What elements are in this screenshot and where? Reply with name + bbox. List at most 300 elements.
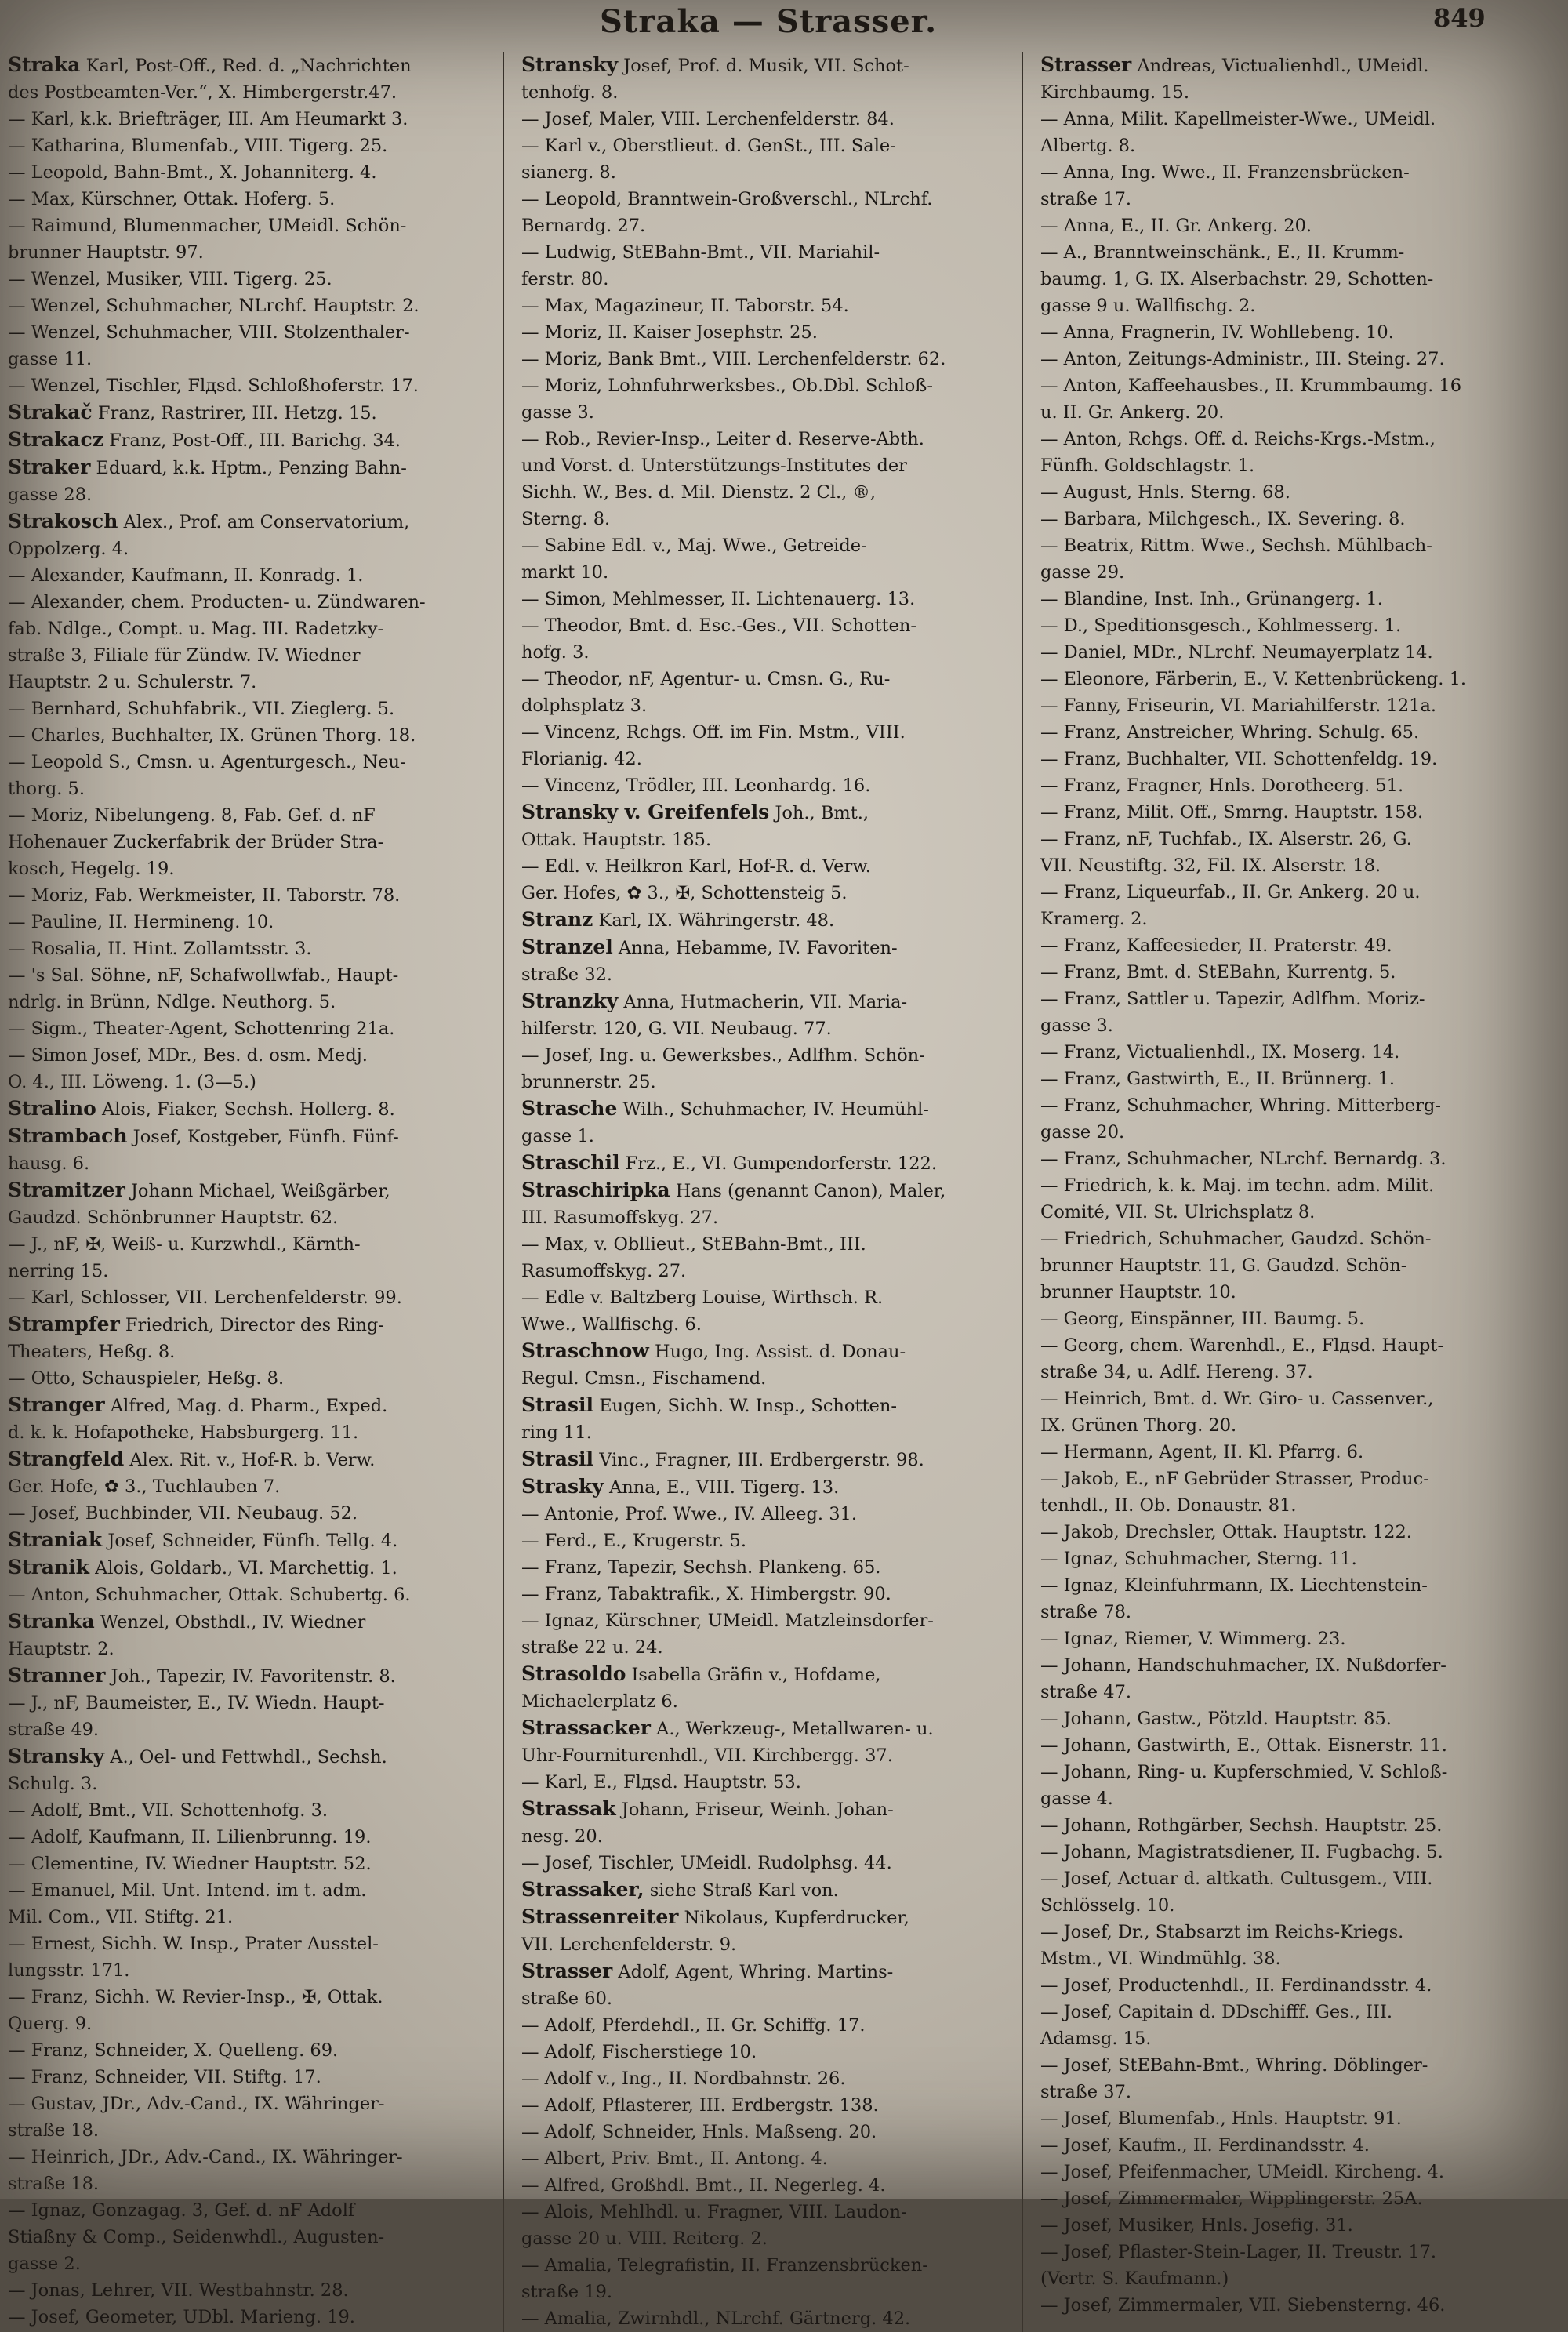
entry-text: Stiaßny & Comp., Seidenwhdl., Augusten- <box>8 2227 385 2247</box>
entry-text: — Katharina, Blumenfab., VIII. Tigerg. 25. <box>8 136 388 156</box>
entry-text: — Raimund, Blumenmacher, UMeidl. Schön- <box>8 216 407 236</box>
entry-text: — Anna, Ing. Wwe., II. Franzensbrücken- <box>1040 162 1410 183</box>
directory-entry-line <box>8 212 498 239</box>
surname-heading: Strasche <box>521 1097 618 1120</box>
directory-entry-line <box>521 1823 1017 1850</box>
entry-text: — Friedrich, Schuhmacher, Gaudzd. Schön- <box>1040 1229 1432 1249</box>
directory-entry-line <box>8 1984 498 2011</box>
directory-entry-line <box>8 1662 498 1690</box>
directory-entry-line <box>8 1931 498 1957</box>
directory-entry-line <box>1040 106 1545 133</box>
directory-entry-line <box>1040 1146 1545 1172</box>
surname-heading: Strakač <box>8 401 93 423</box>
directory-entry-line <box>521 1850 1017 1876</box>
entry-text: des Postbeamten-Ver.“, X. Himbergerstr.47. <box>8 82 397 103</box>
directory-entry-line <box>521 2252 1017 2279</box>
directory-entry-line <box>8 2224 498 2250</box>
entry-text: — Amalia, Zwirnhdl., NLrchf. Gärtnerg. 42. <box>521 2308 911 2329</box>
entry-text: — Josef, Capitain d. DDschifff. Ges., III. <box>1040 2002 1392 2022</box>
directory-entry-line <box>8 1582 498 1608</box>
surname-heading: Stransky <box>521 53 619 76</box>
directory-entry-line <box>521 186 1017 212</box>
entry-text: — Ludwig, StEBahn-Bmt., VII. Mariahil- <box>521 242 880 263</box>
directory-entry-line <box>8 1690 498 1716</box>
directory-entry-line <box>8 1231 498 1258</box>
entry-text: Florianig. 42. <box>521 749 642 769</box>
directory-entry-line <box>8 2064 498 2090</box>
entry-text: — Josef, Pfeifenmacher, UMeidl. Kircheng. 4. <box>1040 2162 1445 2182</box>
entry-text: Joh., Bmt., <box>769 803 869 823</box>
directory-entry-line <box>1040 186 1545 212</box>
directory-entry-line <box>521 2172 1017 2199</box>
entry-text: sianerg. 8. <box>521 162 616 183</box>
directory-entry-line <box>521 1876 1017 1904</box>
directory-entry-line <box>8 1258 498 1284</box>
directory-entry-line <box>521 532 1017 559</box>
directory-entry-line <box>521 1473 1017 1501</box>
entry-text: — Franz, Schuhmacher, NLrchf. Bernardg. 3. <box>1040 1149 1446 1169</box>
entry-text: — Franz, Schneider, VII. Stiftg. 17. <box>8 2067 321 2087</box>
directory-entry-line <box>1040 1705 1545 1732</box>
entry-text: Anna, Hebamme, IV. Favoriten- <box>612 938 898 958</box>
directory-entry-line <box>1040 2105 1545 2132</box>
entry-text: — Adolf, Pflasterer, III. Erdbergstr. 138. <box>521 2095 879 2116</box>
surname-heading: Stranzel <box>521 935 613 958</box>
entry-text: — Ignaz, Kürschner, UMeidl. Matzleinsdorfer- <box>521 1611 934 1631</box>
entry-text: — Johann, Ring- u. Kupferschmied, V. Schloß- <box>1040 1762 1448 1782</box>
surname-heading: Strasoldo <box>521 1662 626 1685</box>
page-title: Straka — Strasser. <box>599 3 937 40</box>
surname-heading: Strakosch <box>8 510 118 532</box>
entry-text: — Anna, E., II. Gr. Ankerg. 20. <box>1040 216 1312 236</box>
directory-entry-line <box>521 1607 1017 1634</box>
entry-text: hofg. 3. <box>521 642 590 663</box>
directory-entry-line <box>521 346 1017 372</box>
directory-entry-line <box>1040 586 1545 612</box>
entry-text: — Josef, Tischler, UMeidl. Rudolphsg. 44. <box>521 1853 892 1873</box>
surname-heading: Stransky v. Greifenfels <box>521 801 770 823</box>
entry-text: — Johann, Handschuhmacher, IX. Nußdorfer- <box>1040 1655 1446 1676</box>
surname-heading: Straschnow <box>521 1339 649 1362</box>
entry-text: — Josef, Ing. u. Gewerksbes., Adlfhm. Schön- <box>521 1045 925 1066</box>
directory-entry-line <box>521 1554 1017 1581</box>
entry-text: gasse 1. <box>521 1126 594 1146</box>
entry-text: Eduard, k.k. Hptm., Penzing Bahn- <box>90 458 407 478</box>
entry-text: Hauptstr. 2. <box>8 1639 114 1659</box>
entry-text: Karl, Post-Off., Red. d. „Nachrichten <box>80 56 412 76</box>
directory-entry-line <box>521 1204 1017 1231</box>
directory-entry-line <box>521 1311 1017 1338</box>
directory-entry-line <box>521 826 1017 853</box>
directory-entry-line <box>8 1743 498 1771</box>
entry-text: — Heinrich, Bmt. d. Wr. Giro- u. Cassenver., <box>1040 1389 1434 1409</box>
entry-text: — Josef, Kaufm., II. Ferdinandsstr. 4. <box>1040 2135 1370 2156</box>
entry-text: — Franz, Schuhmacher, Whring. Mitterberg- <box>1040 1095 1441 1116</box>
directory-entry-line <box>521 1501 1017 1527</box>
directory-entry-line <box>1040 1039 1545 1066</box>
entry-text: — Josef, StEBahn-Bmt., Whring. Döblinger- <box>1040 2055 1428 2076</box>
entry-text: Michaelerplatz 6. <box>521 1691 678 1712</box>
entry-text: Sichh. W., Bes. d. Mil. Dienstz. 2 Cl., ®, <box>521 482 877 503</box>
directory-entry-line <box>1040 1332 1545 1359</box>
directory-entry-line <box>521 2145 1017 2172</box>
entry-text: — Josef, Geometer, UDbl. Marieng. 19. <box>8 2307 355 2327</box>
entry-text: — Franz, Sattler u. Tapezir, Adlfhm. Moriz- <box>1040 989 1425 1009</box>
entry-text: — Franz, Sichh. W. Revier-Insp., ✠, Ottak. <box>8 1987 383 2007</box>
entry-text: Uhr-Fourniturenhdl., VII. Kirchbergg. 37. <box>521 1745 893 1766</box>
entry-text: Gaudzd. Schönbrunner Hauptstr. 62. <box>8 1208 339 1228</box>
entry-text: — Josef, Buchbinder, VII. Neubaug. 52. <box>8 1503 358 1524</box>
entry-text: — Johann, Gastw., Pötzld. Hauptstr. 85. <box>1040 1709 1392 1729</box>
entry-text: — Jakob, E., nF Gebrüder Strasser, Produc- <box>1040 1469 1429 1489</box>
directory-entry-line <box>8 2117 498 2144</box>
entry-text: III. Rasumoffskyg. 27. <box>521 1208 719 1228</box>
entry-text: Josef, Schneider, Fünfh. Tellg. 4. <box>102 1531 398 1551</box>
entry-text: Rasumoffskyg. 27. <box>521 1261 687 1281</box>
directory-entry-line <box>521 1742 1017 1769</box>
entry-text: Albertg. 8. <box>1040 136 1136 156</box>
directory-entry-line <box>1040 52 1545 79</box>
directory-entry-line <box>1040 1599 1545 1625</box>
directory-entry-line <box>1040 2079 1545 2105</box>
entry-text: straße 32. <box>521 964 613 985</box>
directory-entry-line <box>8 882 498 909</box>
directory-entry-line <box>521 692 1017 719</box>
entry-text: — Blandine, Inst. Inh., Grünangerg. 1. <box>1040 589 1383 609</box>
entry-text: Schulg. 3. <box>8 1774 98 1794</box>
entry-text: — Friedrich, k. k. Maj. im techn. adm. Milit. <box>1040 1175 1435 1196</box>
directory-entry-line <box>521 1958 1017 1985</box>
entry-text: gasse 20 u. VIII. Reiterg. 2. <box>521 2228 768 2249</box>
surname-heading: Strasser <box>521 1960 613 1982</box>
directory-entry-line <box>521 666 1017 692</box>
directory-entry-line <box>1040 1172 1545 1199</box>
directory-entry-line <box>8 1392 498 1419</box>
entry-text: brunner Hauptstr. 11, G. Gaudzd. Schön- <box>1040 1255 1407 1276</box>
surname-heading: Stranik <box>8 1556 89 1578</box>
entry-text: — Franz, Buchhalter, VII. Schottenfeldg. 19. <box>1040 749 1438 769</box>
directory-entry-line <box>1040 79 1545 106</box>
directory-entry-line <box>1040 879 1545 906</box>
directory-entry-line <box>1040 612 1545 639</box>
directory-entry-line <box>1040 1092 1545 1119</box>
directory-entry-line <box>521 372 1017 399</box>
surname-heading: Strasil <box>521 1393 594 1416</box>
directory-entry-line <box>1040 1386 1545 1412</box>
entry-text: — Jakob, Drechsler, Ottak. Hauptstr. 122. <box>1040 1522 1412 1542</box>
directory-entry-line <box>1040 2132 1545 2159</box>
surname-heading: Strassenreiter <box>521 1905 679 1928</box>
entry-text: — Josef, Zimmermaler, Wipplingerstr. 25A. <box>1040 2189 1423 2209</box>
directory-entry-line <box>1040 1785 1545 1812</box>
directory-entry-line <box>8 481 498 508</box>
directory-entry-line <box>521 1365 1017 1392</box>
surname-heading: Strangfeld <box>8 1448 125 1470</box>
entry-text: Kramerg. 2. <box>1040 909 1148 929</box>
directory-entry-line <box>8 1042 498 1069</box>
entry-text: — Ignaz, Riemer, V. Wimmerg. 23. <box>1040 1629 1346 1649</box>
entry-text: — Gustav, JDr., Adv.-Cand., IX. Währinger- <box>8 2094 385 2114</box>
directory-entry-line <box>8 508 498 536</box>
directory-entry-line <box>1040 1652 1545 1679</box>
directory-entry-line <box>8 776 498 802</box>
entry-text: gasse 4. <box>1040 1789 1113 1809</box>
directory-entry-line <box>521 2065 1017 2092</box>
directory-entry-line <box>521 1634 1017 1661</box>
entry-text: hausg. 6. <box>8 1153 90 1174</box>
entry-text: — 's Sal. Söhne, nF, Schafwollwfab., Haupt- <box>8 965 399 986</box>
directory-entry-line <box>8 989 498 1015</box>
entry-text: O. 4., III. Löweng. 1. (3—5.) <box>8 1072 256 1092</box>
directory-entry-line <box>8 346 498 372</box>
entry-text: Hohenauer Zuckerfabrik der Brüder Stra- <box>8 832 384 852</box>
directory-entry-line <box>1040 452 1545 479</box>
directory-entry-line <box>1040 506 1545 532</box>
directory-entry-line <box>521 239 1017 266</box>
directory-entry-line <box>1040 1572 1545 1599</box>
entry-text: Kirchbaumg. 15. <box>1040 82 1189 103</box>
directory-entry-line <box>521 746 1017 772</box>
surname-heading: Stranzky <box>521 990 619 1012</box>
entry-text: — Bernhard, Schuhfabrik., VII. Zieglerg. 5. <box>8 699 395 719</box>
directory-entry-line <box>1040 2025 1545 2052</box>
directory-entry-line <box>521 2199 1017 2225</box>
directory-entry-line <box>521 1931 1017 1958</box>
directory-entry-line <box>8 2197 498 2224</box>
directory-entry-line <box>1040 1306 1545 1332</box>
directory-entry-line <box>8 1446 498 1473</box>
surname-heading: Strasky <box>521 1475 604 1498</box>
directory-entry-line <box>8 427 498 454</box>
entry-text: Johann, Friseur, Weinh. Johan- <box>615 1800 894 1820</box>
entry-text: — Franz, Liqueurfab., II. Gr. Ankerg. 20 u. <box>1040 882 1421 903</box>
directory-entry-line <box>1040 746 1545 772</box>
directory-entry-line <box>1040 133 1545 159</box>
entry-text: — Eleonore, Färberin, E., V. Kettenbrückeng. 1. <box>1040 669 1467 689</box>
directory-entry-line <box>521 1446 1017 1473</box>
directory-entry-line <box>521 399 1017 426</box>
entry-text: — Vincenz, Trödler, III. Leonhardg. 16. <box>521 776 871 796</box>
entry-text: — Josef, Productenhdl., II. Ferdinandsstr. 4. <box>1040 1975 1432 1996</box>
directory-entry-line <box>8 829 498 855</box>
surname-heading: Strambach <box>8 1124 128 1147</box>
directory-entry-line <box>8 79 498 106</box>
directory-entry-line <box>8 52 498 79</box>
entry-text: Hugo, Ing. Assist. d. Donau- <box>648 1342 906 1362</box>
directory-entry-line <box>8 1500 498 1527</box>
entry-text: Fünfh. Goldschlagstr. 1. <box>1040 456 1255 476</box>
directory-entry-line <box>8 239 498 266</box>
entry-text: dolphsplatz 3. <box>521 696 648 716</box>
directory-entry-line <box>1040 559 1545 586</box>
surname-heading: Straschiripka <box>521 1179 670 1201</box>
directory-entry-line <box>521 1069 1017 1095</box>
directory-entry-line <box>1040 719 1545 746</box>
directory-entry-line <box>8 106 498 133</box>
directory-entry-line <box>8 2011 498 2037</box>
directory-entry-line <box>8 133 498 159</box>
entry-text: — Moriz, II. Kaiser Josephstr. 25. <box>521 322 818 343</box>
surname-heading: Straka <box>8 53 81 76</box>
entry-text: Anna, E., VIII. Tigerg. 13. <box>603 1477 840 1498</box>
directory-entry-line <box>8 1473 498 1500</box>
entry-text: — Charles, Buchhalter, IX. Grünen Thorg. 18. <box>8 725 416 746</box>
entry-text: lungsstr. 171. <box>8 1960 130 1981</box>
directory-entry-line <box>1040 1972 1545 1999</box>
directory-entry-line <box>1040 1892 1545 1919</box>
entry-text: Josef, Prof. d. Musik, VII. Schot- <box>618 56 909 76</box>
directory-entry-line <box>521 1231 1017 1258</box>
entry-text: ring 11. <box>521 1422 592 1443</box>
entry-text: — Max, Magazineur, II. Taborstr. 54. <box>521 296 849 316</box>
entry-text: A., Werkzeug-, Metallwaren- u. <box>650 1719 934 1739</box>
directory-entry-line <box>521 52 1017 79</box>
directory-entry-line <box>1040 1759 1545 1785</box>
entry-text: Anna, Hutmacherin, VII. Maria- <box>618 992 908 1012</box>
entry-text: Hans (genannt Canon), Maler, <box>670 1181 946 1201</box>
entry-text: — Antonie, Prof. Wwe., IV. Alleeg. 31. <box>521 1504 857 1524</box>
column-1 <box>8 52 504 2332</box>
entry-text: Josef, Kostgeber, Fünfh. Fünf- <box>127 1127 399 1147</box>
entry-text: straße 60. <box>521 1989 613 2009</box>
directory-entry-line <box>521 639 1017 666</box>
entry-text: — Franz, Victualienhdl., IX. Moserg. 14. <box>1040 1042 1400 1062</box>
surname-heading: Strakacz <box>8 428 103 451</box>
directory-entry-line <box>521 2225 1017 2252</box>
entry-text: Wilh., Schuhmacher, IV. Heumühl- <box>617 1099 929 1120</box>
directory-entry-line <box>8 2144 498 2170</box>
directory-entry-line <box>521 133 1017 159</box>
entry-text: ndrlg. in Brünn, Ndlge. Neuthorg. 5. <box>8 992 336 1012</box>
entry-text: (Vertr. S. Kaufmann.) <box>1040 2268 1229 2289</box>
directory-entry-line <box>521 1796 1017 1823</box>
directory-entry-line <box>1040 1466 1545 1492</box>
entry-text: Oppolzerg. 4. <box>8 539 129 559</box>
entry-text: brunner Hauptstr. 97. <box>8 242 204 263</box>
directory-entry-line <box>1040 426 1545 452</box>
entry-text: — Johann, Magistratsdiener, II. Fugbachg. 5. <box>1040 1842 1443 1862</box>
directory-entry-line <box>521 799 1017 826</box>
entry-text: — Theodor, nF, Agentur- u. Cmsn. G., Ru- <box>521 669 891 689</box>
directory-entry-line <box>1040 959 1545 986</box>
entry-text: — Adolf, Kaufmann, II. Lilienbrunng. 19. <box>8 1827 372 1847</box>
entry-text: Adolf, Agent, Whring. Martins- <box>612 1962 894 1982</box>
entry-text: Wwe., Wallfischg. 6. <box>521 1314 702 1335</box>
entry-text: brunner Hauptstr. 10. <box>1040 1282 1236 1302</box>
entry-text: straße 78. <box>1040 1602 1132 1622</box>
entry-text: Regul. Cmsn., Fischamend. <box>521 1368 767 1389</box>
column-2 <box>521 52 1023 2332</box>
entry-text: Querg. 9. <box>8 2014 93 2034</box>
entry-text: — Franz, Anstreicher, Whring. Schulg. 65. <box>1040 722 1420 743</box>
entry-text: tenhofg. 8. <box>521 82 619 103</box>
directory-entry-line <box>1040 239 1545 266</box>
directory-entry-line <box>8 266 498 292</box>
entry-text: — Simon, Mehlmesser, II. Lichtenauerg. 13. <box>521 589 916 609</box>
directory-entry-line <box>521 1527 1017 1554</box>
entry-text: gasse 3. <box>521 402 594 423</box>
entry-text: Vinc., Fragner, III. Erdbergerstr. 98. <box>593 1450 924 1470</box>
entry-text: gasse 20. <box>1040 1122 1125 1142</box>
directory-entry-line <box>8 1771 498 1797</box>
directory-entry-line <box>521 79 1017 106</box>
entry-text: — Franz, Tabaktrafik., X. Himbergstr. 90. <box>521 1584 891 1604</box>
directory-entry-line <box>1040 2292 1545 2319</box>
entry-text: — Moriz, Fab. Werkmeister, II. Taborstr. 78. <box>8 885 401 906</box>
directory-entry-line <box>8 2304 498 2330</box>
directory-entry-line <box>8 2090 498 2117</box>
surname-heading: Strassacker <box>521 1716 651 1739</box>
entry-text: Ger. Hofe, ✿ 3., Tuchlauben 7. <box>8 1477 281 1497</box>
directory-entry-line <box>8 1150 498 1177</box>
entry-text: — Hermann, Agent, II. Kl. Pfarrg. 6. <box>1040 1442 1364 1462</box>
entry-text: — Anton, Zeitungs-Administr., III. Steing. 27. <box>1040 349 1445 369</box>
entry-text: — Vincenz, Rchgs. Off. im Fin. Mstm., VIII. <box>521 722 906 743</box>
entry-text: Alex., Prof. am Conservatorium, <box>118 512 410 532</box>
directory-entry-line <box>521 506 1017 532</box>
entry-text: — Amalia, Telegrafistin, II. Franzensbrücken- <box>521 2255 928 2276</box>
entry-text: Bernardg. 27. <box>521 216 646 236</box>
directory-entry-line <box>8 2250 498 2277</box>
directory-entry-line <box>8 802 498 829</box>
entry-text: — Clementine, IV. Wiedner Hauptstr. 52. <box>8 1854 372 1874</box>
directory-entry-line <box>521 1177 1017 1204</box>
directory-entry-line <box>521 1904 1017 1931</box>
directory-entry-line <box>1040 772 1545 799</box>
directory-entry-line <box>1040 932 1545 959</box>
entry-text: — Josef, Musiker, Hnls. Josefig. 31. <box>1040 2215 1353 2236</box>
directory-entry-line <box>8 1095 498 1123</box>
directory-entry-line <box>1040 666 1545 692</box>
entry-text: — Franz, Schneider, X. Quelleng. 69. <box>8 2040 339 2061</box>
directory-entry-line <box>521 1985 1017 2012</box>
entry-text: straße 37. <box>1040 2082 1132 2102</box>
entry-text: gasse 9 u. Wallfischg. 2. <box>1040 296 1256 316</box>
entry-text: VII. Neustiftg. 32, Fil. IX. Alserstr. 18. <box>1040 855 1381 876</box>
directory-entry-line <box>8 669 498 696</box>
entry-text: tenhdl., II. Ob. Donaustr. 81. <box>1040 1495 1297 1516</box>
entry-text: — Daniel, MDr., NLrchf. Neumayerplatz 14. <box>1040 642 1433 663</box>
directory-entry-line <box>521 586 1017 612</box>
entry-text: markt 10. <box>521 562 609 583</box>
entry-text: Alex. Rit. v., Hof-R. b. Verw. <box>124 1450 376 1470</box>
entry-text: — D., Speditionsgesch., Kohlmesserg. 1. <box>1040 616 1402 636</box>
entry-text: straße 22 u. 24. <box>521 1637 663 1658</box>
entry-text: — Leopold, Branntwein-Großverschl., NLrchf. <box>521 189 933 209</box>
directory-entry-line <box>521 1392 1017 1419</box>
directory-entry-line <box>1040 1865 1545 1892</box>
entry-text: Isabella Gräfin v., Hofdame, <box>626 1665 881 1685</box>
entry-text: A., Oel- und Fettwhdl., Sechsh. <box>104 1747 387 1767</box>
entry-text: gasse 29. <box>1040 562 1125 583</box>
directory-entry-line <box>1040 2265 1545 2292</box>
directory-entry-line <box>8 186 498 212</box>
entry-text: straße 18. <box>8 2174 100 2194</box>
surname-heading: Stralino <box>8 1097 96 1120</box>
entry-text: gasse 11. <box>8 349 93 369</box>
directory-entry-line <box>1040 479 1545 506</box>
directory-entry-line <box>1040 266 1545 292</box>
entry-text: — Ferd., E., Krugerstr. 5. <box>521 1531 747 1551</box>
entry-text: gasse 3. <box>1040 1015 1113 1036</box>
entry-text: — Ernest, Sichh. W. Insp., Prater Ausstel- <box>8 1934 379 1954</box>
entry-text: — Ignaz, Schuhmacher, Sterng. 11. <box>1040 1549 1357 1569</box>
directory-entry-line <box>521 1688 1017 1715</box>
directory-entry-line <box>1040 2212 1545 2239</box>
directory-entry-line <box>8 909 498 935</box>
directory-entry-line <box>1040 319 1545 346</box>
entry-text: — Emanuel, Mil. Unt. Intend. im t. adm. <box>8 1880 367 1901</box>
